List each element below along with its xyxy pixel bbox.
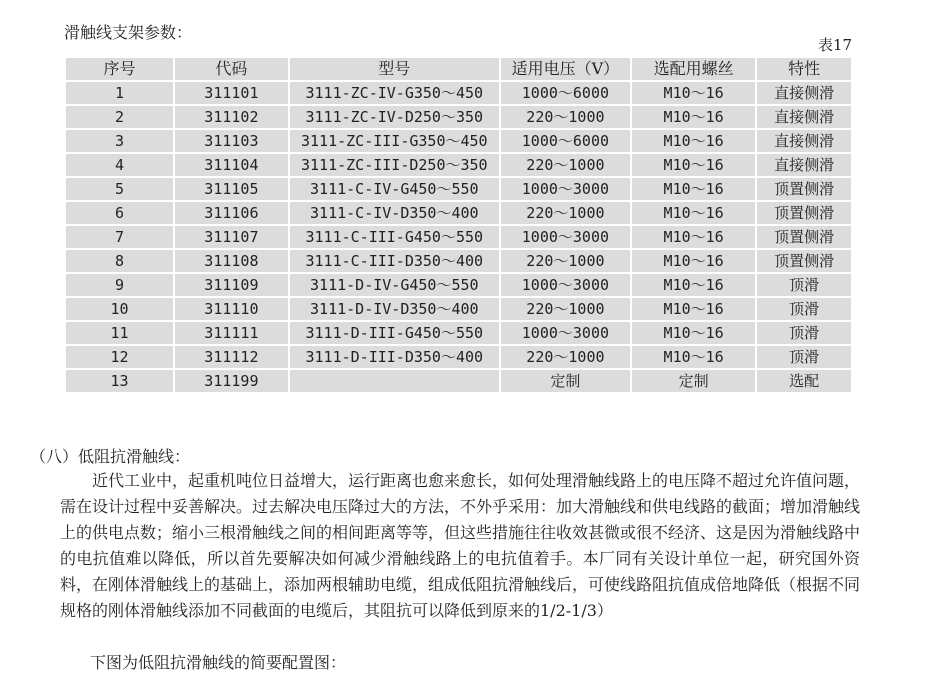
cell-screw: M10～16 bbox=[632, 250, 755, 272]
cell-code: 311111 bbox=[175, 322, 288, 344]
cell-model: 3111-C-III-D350～400 bbox=[290, 250, 499, 272]
parameter-table bbox=[64, 56, 853, 394]
cell-code: 311109 bbox=[175, 274, 288, 296]
cell-no: 1 bbox=[66, 82, 173, 104]
cell-screw: M10～16 bbox=[632, 298, 755, 320]
cell-model bbox=[290, 370, 499, 392]
table-row bbox=[66, 202, 851, 224]
header-feature: 特性 bbox=[757, 58, 851, 80]
cell-no: 6 bbox=[66, 202, 173, 224]
cell-screw: M10～16 bbox=[632, 274, 755, 296]
cell-no: 8 bbox=[66, 250, 173, 272]
table-row-custom bbox=[66, 370, 851, 392]
cell-code: 311103 bbox=[175, 130, 288, 152]
cell-screw: M10～16 bbox=[632, 130, 755, 152]
cell-feature: 顶置侧滑 bbox=[757, 226, 851, 248]
cell-screw: M10～16 bbox=[632, 346, 755, 368]
cell-voltage: 220～1000 bbox=[501, 154, 630, 176]
cell-code: 311104 bbox=[175, 154, 288, 176]
caption: 滑触线支架参数： bbox=[64, 23, 193, 42]
cell-no: 10 bbox=[66, 298, 173, 320]
cell-feature: 顶滑 bbox=[757, 322, 851, 344]
cell-voltage: 1000～3000 bbox=[501, 274, 630, 296]
cell-code: 311108 bbox=[175, 250, 288, 272]
cell-screw: 定制 bbox=[632, 370, 755, 392]
cell-code: 311105 bbox=[175, 178, 288, 200]
cell-no: 5 bbox=[66, 178, 173, 200]
cell-model: 3111-ZC-III-G350～450 bbox=[290, 130, 499, 152]
cell-no: 9 bbox=[66, 274, 173, 296]
cell-model: 3111-D-IV-D350～400 bbox=[290, 298, 499, 320]
cell-model: 3111-D-IV-G450～550 bbox=[290, 274, 499, 296]
cell-feature: 选配 bbox=[757, 370, 851, 392]
cell-model: 3111-ZC-III-D250～350 bbox=[290, 154, 499, 176]
cell-code: 311112 bbox=[175, 346, 288, 368]
cell-voltage: 220～1000 bbox=[501, 202, 630, 224]
table-row bbox=[66, 106, 851, 128]
cell-model: 3111-C-IV-D350～400 bbox=[290, 202, 499, 224]
cell-feature: 顶置侧滑 bbox=[757, 202, 851, 224]
cell-no: 11 bbox=[66, 322, 173, 344]
figure-intro-note: 下图为低阻抗滑触线的简要配置图： bbox=[90, 653, 347, 672]
cell-no: 4 bbox=[66, 154, 173, 176]
cell-feature: 直接侧滑 bbox=[757, 82, 851, 104]
cell-no: 2 bbox=[66, 106, 173, 128]
cell-screw: M10～16 bbox=[632, 106, 755, 128]
cell-feature: 直接侧滑 bbox=[757, 154, 851, 176]
header-no: 序号 bbox=[66, 58, 173, 80]
cell-screw: M10～16 bbox=[632, 322, 755, 344]
cell-voltage: 1000～6000 bbox=[501, 82, 630, 104]
table-row bbox=[66, 250, 851, 272]
table-row bbox=[66, 178, 851, 200]
table-row bbox=[66, 154, 851, 176]
cell-model: 3111-ZC-IV-D250～350 bbox=[290, 106, 499, 128]
cell-voltage: 1000～3000 bbox=[501, 322, 630, 344]
cell-feature: 顶滑 bbox=[757, 274, 851, 296]
cell-code: 311107 bbox=[175, 226, 288, 248]
cell-model: 3111-D-III-D350～400 bbox=[290, 346, 499, 368]
table-row bbox=[66, 322, 851, 344]
cell-feature: 顶置侧滑 bbox=[757, 178, 851, 200]
cell-screw: M10～16 bbox=[632, 202, 755, 224]
cell-model: 3111-C-IV-G450～550 bbox=[290, 178, 499, 200]
cell-code: 311110 bbox=[175, 298, 288, 320]
cell-code: 311101 bbox=[175, 82, 288, 104]
header-code: 代码 bbox=[175, 58, 288, 80]
table-row bbox=[66, 130, 851, 152]
cell-no: 12 bbox=[66, 346, 173, 368]
cell-voltage: 1000～3000 bbox=[501, 178, 630, 200]
header-model: 型号 bbox=[290, 58, 499, 80]
cell-screw: M10～16 bbox=[632, 154, 755, 176]
table-header-row bbox=[66, 58, 851, 80]
cell-no: 13 bbox=[66, 370, 173, 392]
cell-feature: 顶滑 bbox=[757, 298, 851, 320]
cell-voltage: 220～1000 bbox=[501, 250, 630, 272]
cell-voltage: 220～1000 bbox=[501, 106, 630, 128]
cell-model: 3111-ZC-IV-G350～450 bbox=[290, 82, 499, 104]
cell-screw: M10～16 bbox=[632, 226, 755, 248]
cell-code: 311102 bbox=[175, 106, 288, 128]
cell-model: 3111-C-III-G450～550 bbox=[290, 226, 499, 248]
cell-feature: 顶置侧滑 bbox=[757, 250, 851, 272]
table-row bbox=[66, 346, 851, 368]
cell-voltage: 220～1000 bbox=[501, 346, 630, 368]
cell-screw: M10～16 bbox=[632, 82, 755, 104]
table-row bbox=[66, 226, 851, 248]
cell-voltage: 定制 bbox=[501, 370, 630, 392]
table-row bbox=[66, 82, 851, 104]
cell-no: 3 bbox=[66, 130, 173, 152]
cell-no: 7 bbox=[66, 226, 173, 248]
cell-code: 311106 bbox=[175, 202, 288, 224]
body-paragraph bbox=[60, 468, 860, 624]
cell-voltage: 220～1000 bbox=[501, 298, 630, 320]
cell-model: 3111-D-III-G450～550 bbox=[290, 322, 499, 344]
table-row bbox=[66, 298, 851, 320]
paragraph-text: 近代工业中，起重机吨位日益增大，运行距离也愈来愈长，如何处理滑触线路上的电压降不超过允许值问题，需在设计过程中妥善解决。过去解决电压降过大的方法，不外乎采用：加大滑触线和供电线路的截面；增加滑触线上的供电点数；缩小三根滑触线之间的相间距离等等，但这些措施往往收效甚微或很不经济、这是因为滑触线路中的电抗值难以降低，所以首先要解决如何减少滑触线路上的电抗值着手。本厂同有关设计单位一起，研究国外资料，在刚体滑触线上的基础上，添加两根辅助电缆，组成低阻抗滑触线后，可使线路阻抗值成倍地降低（根据不同规格的刚体滑触线添加不同截面的电缆后，其阻抗可以降低到原来的1/2-1/3） bbox=[60, 471, 861, 620]
cell-voltage: 1000～6000 bbox=[501, 130, 630, 152]
header-voltage: 适用电压（V） bbox=[501, 58, 630, 80]
cell-voltage: 1000～3000 bbox=[501, 226, 630, 248]
cell-code: 311199 bbox=[175, 370, 288, 392]
cell-feature: 顶滑 bbox=[757, 346, 851, 368]
table-number: 表17 bbox=[818, 36, 853, 54]
table-row bbox=[66, 274, 851, 296]
cell-feature: 直接侧滑 bbox=[757, 106, 851, 128]
cell-feature: 直接侧滑 bbox=[757, 130, 851, 152]
cell-screw: M10～16 bbox=[632, 178, 755, 200]
section-title: （八）低阻抗滑触线： bbox=[30, 447, 191, 466]
header-screw: 选配用螺丝 bbox=[632, 58, 755, 80]
